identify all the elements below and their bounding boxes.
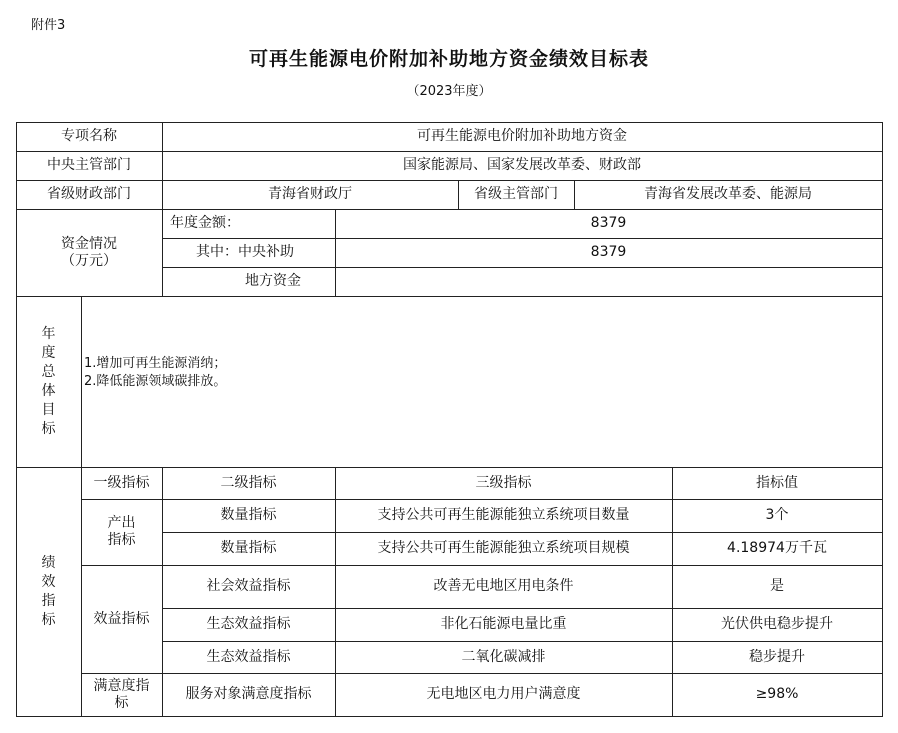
- attachment-label: 附件3: [31, 18, 66, 33]
- group-output: [81, 499, 162, 565]
- row-level3: 改善无电地区用电条件: [433, 578, 574, 594]
- annual-goals-text: [84, 355, 226, 391]
- goals-label-char: 度: [41, 344, 56, 361]
- header-value: 指标值: [756, 474, 798, 491]
- header-level1: 一级指标: [93, 474, 150, 491]
- performance-label-char: 效: [41, 573, 56, 590]
- goals-label-char: 总: [41, 363, 56, 380]
- goal-item: 2.降低能源领域碳排放。: [84, 374, 227, 389]
- performance-label-char: 指: [41, 592, 56, 609]
- group-output-line: 产出: [107, 515, 136, 531]
- year-subtitle: （2023年度）: [406, 84, 492, 99]
- row-level2: 数量指标: [220, 540, 277, 556]
- row-value: 是: [770, 578, 784, 594]
- group-satisfaction-line: 满意度指: [93, 677, 150, 694]
- prov-dept-value: 青海省发展改革委、能源局: [644, 186, 812, 202]
- central-dept-label: 中央主管部门: [47, 157, 131, 173]
- group-output-line: 指标: [107, 532, 136, 548]
- row-level3: 非化石能源电量比重: [440, 616, 567, 632]
- row-value: ≥98%: [755, 686, 799, 702]
- header-level3: 三级指标: [475, 474, 532, 491]
- local-funds-label: 地方资金: [245, 273, 301, 289]
- funds-label-line1: 资金情况: [61, 235, 117, 252]
- row-level2: 服务对象满意度指标: [185, 686, 312, 702]
- prov-finance-label: 省级财政部门: [47, 186, 131, 202]
- row-value: 稳步提升: [749, 648, 805, 665]
- row-level3: 无电地区电力用户满意度: [426, 686, 581, 702]
- performance-label-char: 标: [41, 611, 56, 628]
- annual-amount-label: 年度金额：: [170, 215, 240, 231]
- funds-label: [16, 209, 162, 296]
- row-level3: 支持公共可再生能源能独立系统项目规模: [377, 540, 630, 556]
- central-subsidy-label: 其中：中央补助: [196, 244, 294, 260]
- annual-goals-label: [16, 296, 81, 467]
- prov-dept-label: 省级主管部门: [474, 186, 558, 202]
- local-funds-value: [335, 267, 882, 296]
- page-title: 可再生能源电价附加补助地方资金绩效目标表: [248, 48, 649, 70]
- row-value: 4.18974万千瓦: [727, 540, 827, 556]
- header-level2: 二级指标: [220, 474, 277, 491]
- row-level2: 生态效益指标: [206, 648, 291, 665]
- funds-label-line2: （万元）: [61, 252, 117, 269]
- group-satisfaction-line: 标: [114, 694, 129, 711]
- central-subsidy-value: 8379: [590, 244, 627, 260]
- row-level2: 社会效益指标: [206, 578, 291, 594]
- annual-amount-value: 8379: [590, 215, 627, 231]
- row-level2: 生态效益指标: [206, 616, 291, 632]
- performance-label: [16, 467, 81, 716]
- goals-label-char: 目: [41, 401, 56, 418]
- row-level3: 支持公共可再生能源能独立系统项目数量: [377, 507, 630, 523]
- row-level2: 数量指标: [220, 507, 277, 523]
- goals-label-char: 标: [41, 420, 56, 437]
- central-dept-value: 国家能源局、国家发展改革委、财政部: [403, 157, 641, 173]
- goal-item: 1.增加可再生能源消纳；: [84, 356, 227, 371]
- goals-label-char: 年: [41, 325, 56, 342]
- row-value: 光伏供电稳步提升: [721, 616, 833, 632]
- group-benefit: 效益指标: [93, 610, 150, 627]
- performance-label-char: 绩: [41, 554, 56, 571]
- goals-label-char: 体: [41, 382, 56, 399]
- project-name-value: 可再生能源电价附加补助地方资金: [417, 128, 627, 144]
- row-level3: 二氧化碳减排: [461, 648, 546, 665]
- row-value: 3个: [765, 507, 789, 523]
- project-name-label: 专项名称: [61, 128, 117, 144]
- group-satisfaction: [81, 673, 162, 716]
- prov-finance-value: 青海省财政厅: [268, 186, 352, 202]
